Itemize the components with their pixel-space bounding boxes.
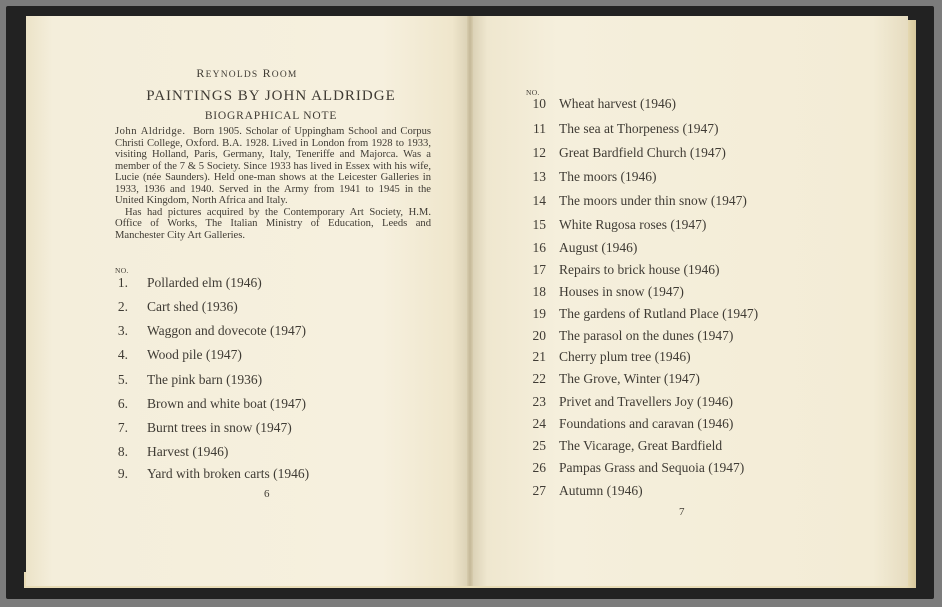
bio-name: John Aldridge. — [115, 126, 186, 137]
biography-text: John Aldridge. Born 1905. Scholar of Uppingham School and Corpus Christi College, Oxford. B.A. 1928. Lived in London from 1928 to 1933, visiting Holland, Paris, Germany, Italy, Teneriffe and Majorca. Was a member of the 7 & 5 Society. Since 1933 has lived in Essex with his wife, Lucie (née Saunders). Held one-man shows at the Leicester Galleries in 1933, 1936 and 1940. Served in the Army from 1941 to 1945 in the United Kingdom, North Africa and Italy. Has had pictures acquired by the Contemporary Art Society, H.M. Office of Works, The Italian Ministry of Education, Leeds and Manchester City Art Galleries. — [115, 126, 432, 241]
page-number-left: 6 — [264, 488, 270, 500]
page-title: PAINTINGS BY JOHN ALDRIDGE — [146, 88, 396, 104]
number-column-label: NO. — [526, 88, 540, 97]
number-column-label: NO. — [115, 266, 129, 275]
page-number-right: 7 — [679, 506, 685, 518]
room-title: REYNOLDS ROOM — [196, 66, 298, 80]
biographical-note-heading: BIOGRAPHICAL NOTE — [204, 110, 338, 122]
